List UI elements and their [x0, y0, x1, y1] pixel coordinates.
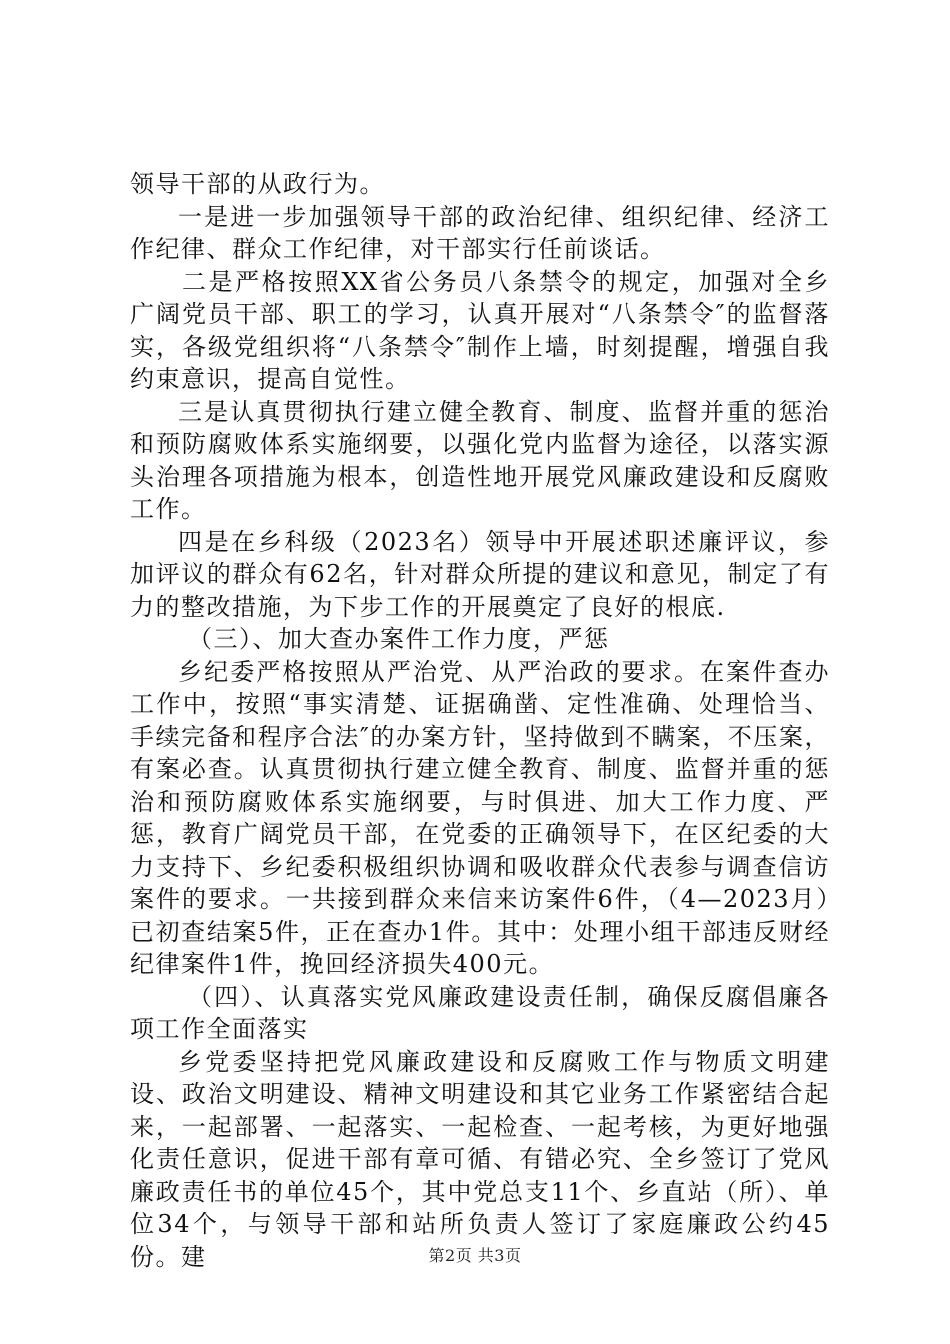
section-heading-four: （四）、认真落实党风廉政建设责任制，确保反腐倡廉各项工作全面落实 [130, 982, 830, 1043]
page-footer: 第2页 共3页 [428, 1246, 522, 1265]
paragraph-point-one: 一是进一步加强领导干部的政治纪律、组织纪律、经济工作纪律、群众工作纪律，对干部实行任前谈话。 [130, 202, 830, 263]
section-heading-three: （三）、加大查办案件工作力度，严惩 [188, 625, 610, 653]
paragraph-case-handling: 乡纪委严格按照从严治党、从严治政的要求。在案件查办工作中，按照“事实清楚、证据确凿、定性准确、处理恰当、手续完备和程序合法″的办案方针，坚持做到不瞒案，不压案，有案必查。认真贯彻执行建立健全教育、制度、监督并重的惩治和预防腐败体系实施纲要，与时俱进、加大工作力度、严惩，教育广阔党员干部，在党委的正确领导下，在区纪委的大力支持下、乡纪委积极组织协调和吸收群众代表参与调查信访案件的要求。一共接到群众来信来访案件6件，（4—2023月）已初查结案5件，正在查办1件。其中：处理小组干部违反财经纪律案件1件，挽回经济损失400元。 [130, 657, 830, 978]
paragraph-responsibility: 乡党委坚持把党风廉政建设和反腐败工作与物质文明建设、政治文明建设、精神文明建设和其它业务工作紧密结合起来，一起部署、一起落实、一起检查、一起考核，为更好地强化责任意识，促进干部有章可循、有错必究、全乡签订了党风廉政责任书的单位45个，其中党总支11个、乡直站（所）、单位34个，与领导干部和站所负责人签订了家庭廉政公约45份。建 [130, 1047, 830, 1271]
paragraph-continuation: 领导干部的从政行为。 [130, 170, 385, 198]
paragraph-point-three: 三是认真贯彻执行建立健全教育、制度、监督并重的惩治和预防腐败体系实施纲要，以强化党内监督为途径，以落实源头治理各项措施为根本，创造性地开展党风廉政建设和反腐败工作。 [130, 397, 830, 523]
paragraph-point-four: 四是在乡科级（2023名）领导中开展述职述廉评议，参加评议的群众有62名，针对群众所提的建议和意见，制定了有力的整改措施，为下步工作的开展奠定了良好的根底. [130, 527, 830, 621]
document-body [130, 168, 830, 1273]
paragraph-point-two: 二是严格按照XX省公务员八条禁令的规定，加强对全乡广阔党员干部、职工的学习，认真开展对“八条禁令″的监督落实，各级党组织将“八条禁令″制作上墙，时刻提醒，增强自我约束意识，提高自觉性。 [130, 267, 830, 393]
